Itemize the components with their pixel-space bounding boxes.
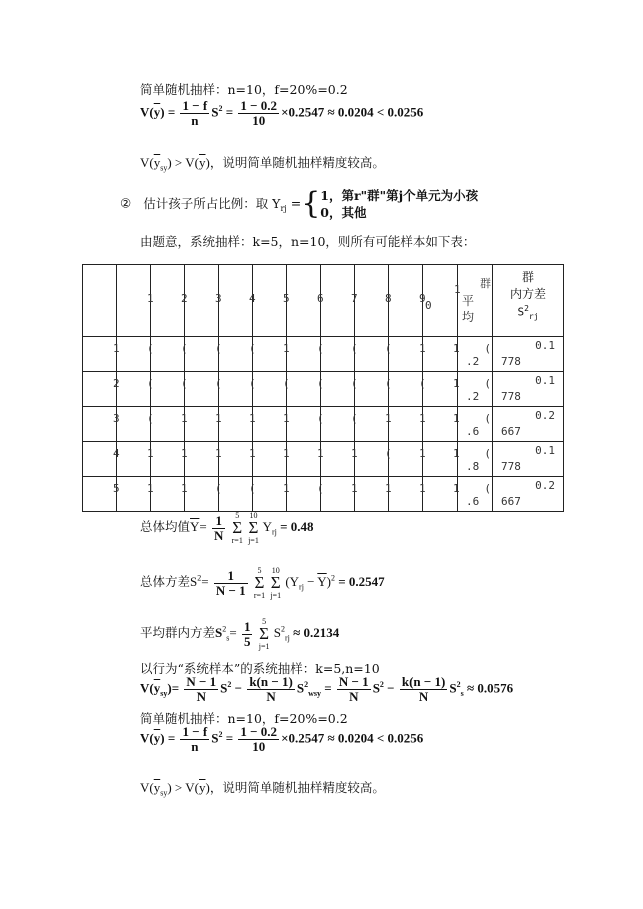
conclusion-1: $V(\overline{y}_{sy}) > V(\overline{y})$，说明简单随机抽样精度较高。: [140, 155, 385, 173]
col-header-2: 2: [181, 292, 188, 305]
table-row: 5 1 1 ( ( 1 ( 1 1 1 1 ( .6 0.2 667: [83, 477, 564, 512]
table-row: 1 ( ( ( ( 1 ( ( ( 1 1 ( .2 0.1 778: [83, 337, 564, 372]
table-row: 2 ( ( ( ( ( ( ( ( ( 1 ( .2 0.1 778: [83, 372, 564, 407]
row-avg: .2: [466, 355, 480, 368]
row-var: 667: [501, 425, 521, 438]
srs-formula-2: $V(\overline{y})$ = $\frac{1 - f}{n}$ $S^2$ = $\frac{1 - 0.2}{10}$ ×0.2547 ≈ 0.0204 < 0.0256: [140, 724, 424, 754]
row-avg: .2: [466, 390, 480, 403]
row-label: 4: [113, 447, 120, 460]
within-group-variance: 平均群内方差$S^2_s=$ $\frac{1}{5}$ 5 Σ j=1 $S^2_{rj} \approx 0.2134$: [140, 617, 340, 651]
srs-line-1: 简单随机抽样：n=10，f=20%=0.2: [140, 82, 348, 97]
table-row: 4 1 1 1 1 1 1 1 ( 1 1 ( .8 0.1 778: [83, 442, 564, 477]
col-header-5: 5: [283, 292, 290, 305]
table-row: 3 ( 1 1 1 1 ( ( 1 1 1 ( .6 0.2 667: [83, 407, 564, 442]
item-marker: ②: [120, 195, 132, 211]
col-header-1: 1: [147, 292, 154, 305]
srs-line-2: 简单随机抽样：n=10，f=20%=0.2: [140, 711, 348, 726]
row-var: 667: [501, 495, 521, 508]
row-label: 2: [113, 377, 120, 390]
col-header-7: 7: [351, 292, 358, 305]
col-header-9: 9: [419, 292, 426, 305]
table-intro: 由题意，系统抽样：k=5，n=10，则所有可能样本如下表：: [140, 234, 476, 249]
conclusion-2: $V(\overline{y}_{sy}) > V(\overline{y})$，说明简单随机抽样精度较高。: [140, 780, 385, 798]
population-variance: 总体方差$S^2=$ $\frac{1}{N - 1}$ 5 Σ r=1 10 Σ j=1 $(Y_{rj} - \overline{Y})^2 = 0.2547$: [140, 566, 385, 600]
row-var: 778: [501, 390, 521, 403]
row-var: 778: [501, 460, 521, 473]
avg-header: 平均: [462, 294, 475, 324]
srs-formula-1: $V(\overline{y})$ = $\frac{1 - f}{n}$ $S^2$ = $\frac{1 - 0.2}{10}$ ×0.2547 ≈ 0.0204 < 0.0256: [140, 98, 424, 128]
row-label: 1: [113, 342, 120, 355]
col-header-4: 4: [249, 292, 256, 305]
var-header: 群 内方差 $S^2_{rj}$: [509, 270, 546, 321]
col-header-6: 6: [317, 292, 324, 305]
avg-header-top: 群: [480, 277, 491, 290]
col-header-3: 3: [215, 292, 222, 305]
item-2: ② 估计孩子所占比例：取 $Y_{rj}$ ={ 1，第r"群"第j个单元为小孩 0，其他: [120, 186, 479, 221]
row-avg: .6: [466, 495, 480, 508]
sys-line: 以行为“系统样本”的系统抽样：k=5,n=10: [140, 661, 380, 676]
col-header-8: 8: [385, 292, 392, 305]
row-avg: .6: [466, 425, 480, 438]
sys-formula: $V(\overline{y}_{sy})=$ $\frac{N - 1}{N}$ $S^2$ − $\frac{k(n - 1)}{N}$ $S^2_{wsy}$ = $\frac{N - 1}{N}$ $S^2$ − $\frac{k(n - 1)}{N}$ $S^2_s \approx 0.0576$: [140, 674, 514, 704]
row-avg: .8: [466, 460, 480, 473]
row-var: 778: [501, 355, 521, 368]
population-mean: 总体均值$\overline{Y}=$ $\frac{1}{N}$ 5 Σ r=1 10 Σ j=1 $Y_{rj} = 0.48$: [140, 511, 314, 545]
row-label: 3: [113, 412, 120, 425]
table-header-row: 1 2 3 4 5 6 7 8 9 0 1 群 平均 群 内方差 $S^2_{rj}$: [83, 265, 564, 337]
col-header-10: 0: [425, 299, 432, 312]
sample-table: [82, 264, 564, 512]
row-label: 5: [113, 482, 120, 495]
